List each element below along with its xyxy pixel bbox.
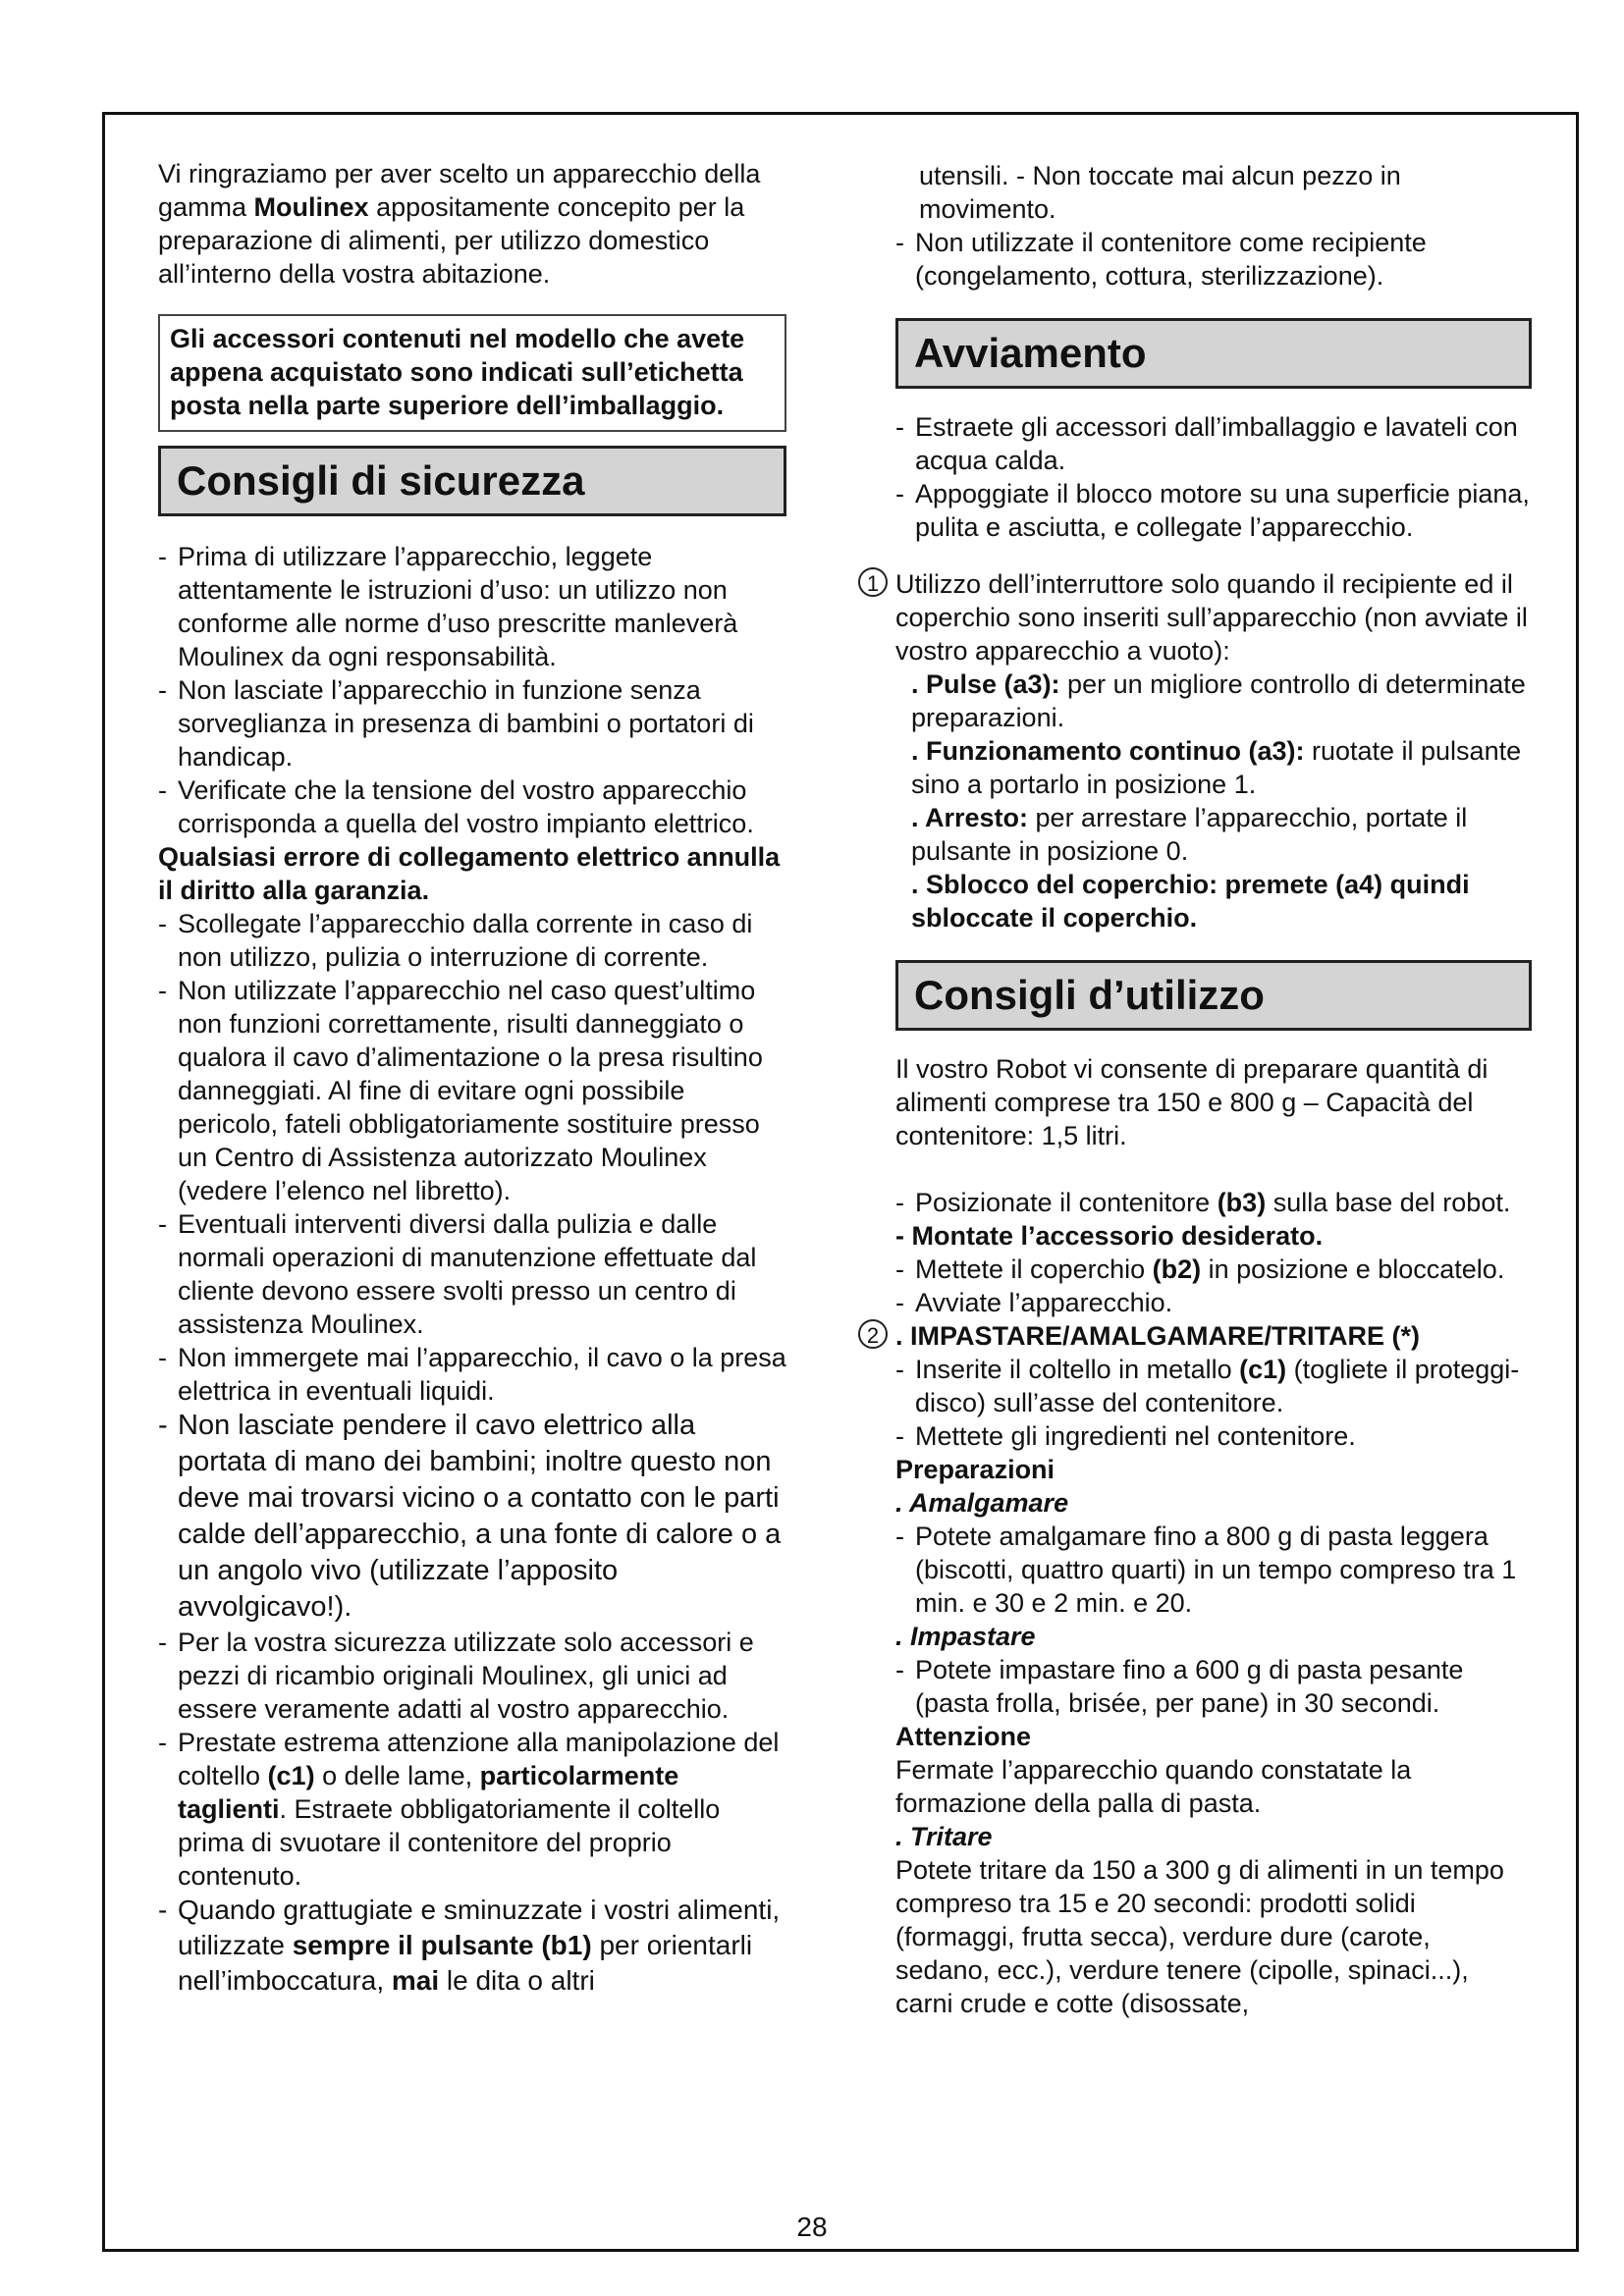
knife-text: Inserite il coltello in metallo xyxy=(915,1355,1240,1384)
tritare-text: Potete tritare da 150 a 300 g di alimenti in un tempo compreso tra 15 e 20 secondi: prodotti solidi (formaggi, frutta secca), verdure dure (carote, sedano, ecc.), verdure tenere (cipolle, spinaci...), carni crude e cotte (disossate, xyxy=(895,1855,1504,2018)
continuous-text: ruotate il pulsante sino a portarlo in posizione 1. xyxy=(911,736,1522,799)
usage-list-2 xyxy=(895,1253,1532,1319)
list-item: - Estraete gli accessori dall’imballaggio e lavateli con acqua calda. xyxy=(895,410,1532,477)
list-item: - Mettete gli ingredienti nel contenitore. xyxy=(895,1419,1532,1453)
blade-text-mid: o delle lame, xyxy=(314,1761,480,1790)
stop-item xyxy=(895,801,1532,868)
list-item: - Non utilizzate il contenitore come recipiente (congelamento, cottura, sterilizzazione). xyxy=(895,226,1532,293)
list-item-blade xyxy=(158,1726,786,1893)
usage-heading: Consigli d’utilizzo xyxy=(895,960,1532,1031)
right-column xyxy=(866,159,1532,2020)
blade-text: Prestate estrema attenzione alla manipolazione del coltello xyxy=(178,1728,780,1790)
lid-text: Mettete il coperchio xyxy=(915,1255,1153,1284)
step-2 xyxy=(866,1319,1532,1353)
lid-ref: (b2) xyxy=(1152,1255,1202,1284)
intro-text: Vi ringraziamo per aver scelto un apparecchio della gamma xyxy=(158,159,761,222)
stop-label: . Arresto: xyxy=(911,803,1029,832)
unlock-item: . Sblocco del coperchio: premete (a4) quindi sbloccate il coperchio. xyxy=(911,870,1470,933)
grate-text: Quando grattugiate e sminuzzate i vostri alimenti, utilizzate xyxy=(178,1895,781,1960)
accessories-notice: Gli accessori contenuti nel modello che avete appena acquistato sono indicati sull’etichetta posta nella parte superiore dell’imballaggio. xyxy=(158,314,786,432)
continuous-label: . Funzionamento continuo (a3): xyxy=(911,736,1305,766)
list-item: - Non lasciate pendere il cavo elettrico alla portata di mano dei bambini; inoltre questo non deve mai trovarsi vicino o a contatto con le parti calde dell’apparecchio, a una fonte di calore o a un angolo vivo (utilizzate l’apposito avvolgicavo!). xyxy=(158,1408,786,1626)
usage-list xyxy=(895,1186,1532,1219)
list-item: - Avviate l’apparecchio. xyxy=(895,1286,1532,1319)
list-item: - Potete amalgamare fino a 800 g di pasta leggera (biscotti, quattro quarti) in un tempo compreso tra 1 min. e 30 e 2 min. e 20. xyxy=(895,1520,1532,1620)
list-item: - Prima di utilizzare l’apparecchio, leggete attentamente le istruzioni d’uso: un utilizzo non conforme alle norme d’uso prescritte manleverà Moulinex da ogni responsabilità. xyxy=(158,540,786,673)
brand-name: Moulinex xyxy=(253,192,369,222)
list-item: - Non lasciate l’apparecchio in funzione senza sorveglianza in presenza di bambini o portatori di handicap. xyxy=(158,673,786,774)
continued-list xyxy=(895,226,1532,293)
warranty-warning: Qualsiasi errore di collegamento elettrico annulla il diritto alla garanzia. xyxy=(158,842,781,905)
grate-text-mid: per orientarli nell’imboccatura, xyxy=(178,1930,753,1996)
impastare-label: . Impastare xyxy=(895,1622,1036,1651)
impastare-list xyxy=(895,1653,1532,1720)
list-item: - Eventuali interventi diversi dalla pulizia e dalle normali operazioni di manutenzione effettuate dal cliente devono essere svolti presso un centro di assistenza Moulinex. xyxy=(158,1207,786,1341)
start-heading: Avviamento xyxy=(895,318,1532,389)
list-item: - Non utilizzate l’apparecchio nel caso quest’ultimo non funzioni correttamente, risulti danneggiato o qualora il cavo d’alimentazione o la presa risultino danneggiati. Al fine di evitare ogni possibile pericolo, fateli obbligatoriamente sostituire presso un Centro di Assistenza autorizzato Moulinex (vedere l’elenco nel libretto). xyxy=(158,974,786,1207)
step-2-title: . IMPASTARE/AMALGAMARE/TRITARE (*) xyxy=(895,1321,1420,1351)
safety-list-1 xyxy=(158,540,786,840)
blade-text-end: . Estraete obbligatoriamente il coltello prima di svuotare il contenitore del proprio contenuto. xyxy=(178,1794,721,1891)
safety-list-2 xyxy=(158,907,786,1999)
lid-text-end: in posizione e bloccatelo. xyxy=(1201,1255,1505,1284)
continued-text: utensili. - Non toccate mai alcun pezzo in movimento. xyxy=(919,161,1401,224)
continuous-item xyxy=(895,734,1532,801)
list-item: - Scollegate l’apparecchio dalla corrente in caso di non utilizzo, pulizia o interruzione di corrente. xyxy=(158,907,786,974)
step-1 xyxy=(866,567,1532,667)
mount-accessory: - Montate l’accessorio desiderato. xyxy=(895,1221,1324,1251)
step-number-2: 2 xyxy=(858,1319,888,1349)
list-item: - Verificate che la tensione del vostro apparecchio corrisponda a quella del vostro impianto elettrico. xyxy=(158,774,786,840)
list-item: - Potete impastare fino a 600 g di pasta pesante (pasta frolla, brisée, per pane) in 30 secondi. xyxy=(895,1653,1532,1720)
knife-text-end: (togliete il proteggi-disco) sull’asse del contenitore. xyxy=(915,1355,1520,1417)
list-item xyxy=(895,1186,1532,1219)
position-text: Posizionate il contenitore xyxy=(915,1188,1218,1217)
attention-heading: Attenzione xyxy=(895,1722,1031,1751)
stop-text: per arrestare l’apparecchio, portate il pulsante in posizione 0. xyxy=(911,803,1468,866)
page-number: 28 xyxy=(796,2212,828,2242)
list-item: - Appoggiate il blocco motore su una superficie piana, pulita e asciutta, e collegate l’apparecchio. xyxy=(895,477,1532,544)
step-number-1: 1 xyxy=(858,567,888,597)
grate-text-end: le dita o altri xyxy=(439,1965,595,1996)
start-list xyxy=(895,410,1532,544)
list-item xyxy=(895,1353,1532,1419)
preparations-heading: Preparazioni xyxy=(895,1455,1056,1484)
safety-heading: Consigli di sicurezza xyxy=(158,446,786,516)
pulse-item xyxy=(895,667,1532,734)
left-column xyxy=(158,157,786,1999)
position-text-end: sulla base del robot. xyxy=(1266,1188,1511,1217)
position-ref: (b3) xyxy=(1217,1188,1267,1217)
intro-text-end: appositamente concepito per la preparazione di alimenti, per utilizzo domestico all’interno della vostra abitazione. xyxy=(158,192,745,289)
intro-paragraph xyxy=(158,157,786,291)
knife-ref: (c1) xyxy=(1239,1355,1287,1384)
amalgamare-list xyxy=(895,1520,1532,1620)
step-1-text: Utilizzo dell’interruttore solo quando il recipiente ed il coperchio sono inseriti sull’apparecchio (non avviate il vostro apparecchio a vuoto): xyxy=(895,569,1528,666)
list-item: - Non immergete mai l’apparecchio, il cavo o la presa elettrica in eventuali liquidi. xyxy=(158,1341,786,1408)
blade-ref: (c1) xyxy=(267,1761,315,1790)
list-item-grate xyxy=(158,1893,786,1999)
pulse-label: . Pulse (a3): xyxy=(911,669,1060,699)
list-item xyxy=(895,1253,1532,1286)
step-2-list xyxy=(895,1353,1532,1453)
pulse-text: per un migliore controllo di determinate preparazioni. xyxy=(911,669,1526,732)
usage-intro: Il vostro Robot vi consente di preparare quantità di alimenti comprese tra 150 e 800 g – Capacità del contenitore: 1,5 litri. xyxy=(895,1054,1489,1150)
list-item: - Per la vostra sicurezza utilizzate solo accessori e pezzi di ricambio originali Moulinex, gli unici ad essere veramente adatti al vostro apparecchio. xyxy=(158,1626,786,1726)
amalgamare-label: . Amalgamare xyxy=(895,1488,1069,1518)
attention-text: Fermate l’apparecchio quando constatate la formazione della palla di pasta. xyxy=(895,1755,1412,1818)
grate-never: mai xyxy=(391,1965,440,1996)
tritare-label: . Tritare xyxy=(895,1822,993,1851)
blade-warning: particolarmente taglienti xyxy=(178,1761,679,1824)
grate-button-ref: sempre il pulsante (b1) xyxy=(292,1930,592,1960)
